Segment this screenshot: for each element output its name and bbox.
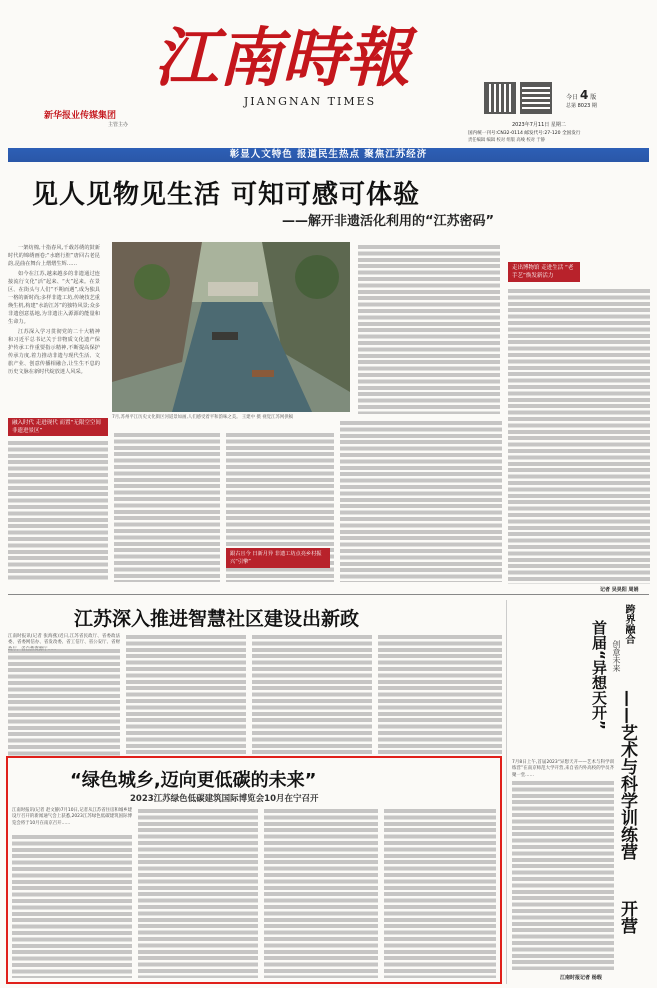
article3-body-2: [138, 808, 258, 978]
title-calligraphy-art: [148, 18, 466, 96]
slogan-text: 彰显人文特色 报道民生热点 聚焦江苏经济: [229, 149, 428, 160]
lead-headline: 见人见物见生活 可知可感可体验: [32, 180, 421, 210]
article2-lead: 江南时报讯(记者 张海燕)近日,江苏省民政厅、省委政法委、省委网信办、省发改委、省工信厅、省公安厅、省财: [8, 634, 120, 646]
issue-total: 总第 8023 期: [566, 103, 597, 109]
page-count: 4: [579, 88, 589, 102]
qr-code-left: [484, 82, 516, 114]
article4-headline-2: ——艺术与科学训练营: [617, 690, 637, 860]
article2-body-3: [252, 634, 372, 758]
canal-photo: [112, 242, 350, 412]
lead-col-2-lower: [114, 432, 220, 582]
article2-body-4: [378, 634, 502, 758]
article2-headline: 江苏深入推进智慧社区建设出新政: [74, 608, 360, 630]
sponsor-label: 主管主办: [108, 122, 129, 128]
right-subhead: 走出博物馆 走进生活 “老手艺”焕发新活力: [512, 265, 574, 279]
sub3-label: 跟古且今 日新月异 非遗工坊点亮乡村振兴“引擎”: [230, 551, 322, 565]
lead-photo-caption: 7月,苏州平江历史文化街区河道景如画,人们感受着平和韵味之美。 王建中 摄 视觉江苏网供稿: [112, 415, 294, 420]
lead-col-4-lower: [340, 420, 502, 582]
svg-text:江南時報: 江南時報: [154, 21, 410, 96]
lead-para-2: 如今在江苏,越来越多的非遗通过连接流行文化“活”起来、“火”起来。在景区、在街头与人们“不期而遇”,成为独具一格的新时尚;多样非遗工坊,传统技艺重焕生机,构建“水韵江苏”的独特风景;众多非遗创意基地,为非遗注入源源的能量和生命力。: [8, 271, 100, 325]
article4-byline: 江南时报记者 杨瑕: [560, 975, 602, 981]
masthead: [0, 0, 657, 160]
article4-headline-3: 开营: [617, 900, 637, 934]
sub3-box: [226, 548, 330, 568]
article3-body-3: [264, 808, 378, 978]
article4-lead: 7月8日上午,首届2023“异想天开——艺术与科学训练营”在南京师范大学开营,来自省内外高校的学员齐聚一堂……: [512, 760, 614, 778]
divider-lead: [8, 594, 649, 595]
page-unit: 版: [590, 94, 597, 101]
article3-body-4: [384, 808, 496, 978]
article4-headline-1: 首届“异想天开”: [590, 620, 608, 730]
issue-date: 2023年7月11日 星期二: [512, 122, 566, 128]
article3-headline: “绿色城乡,迈向更低碳的未来”: [70, 770, 317, 791]
sub1-box: [8, 418, 108, 436]
cn-number: 国内统一刊号:CN32-0114 邮发代号:27-120 全国发行: [468, 131, 581, 136]
publisher-logo: [44, 108, 116, 121]
article4-kicker-1: 跨界融合: [623, 604, 634, 644]
issue-info: [566, 88, 652, 109]
article3-subhead: 2023江苏绿色低碳建筑国际博览会10月在宁召开: [130, 794, 319, 804]
article2-body: [8, 648, 120, 758]
masthead-title: [148, 18, 466, 96]
today-label: 今日: [566, 94, 579, 101]
right-subhead-box: [508, 262, 580, 282]
article4-kicker-2: 创意未来: [612, 640, 621, 672]
editors-line: 责任编辑 编辑 校对 组版 高峻 校对 于静: [468, 138, 545, 143]
divider-right: [506, 600, 507, 984]
masthead-title-en: JIANGNAN TIMES: [243, 95, 377, 108]
sub1-label: 融入时代 走进现代 而置“无限空空间非遗进景区”: [12, 420, 101, 434]
slogan-bar: [8, 148, 649, 162]
lead-para-3: 江苏深入学习贯彻党的二十大精神和习近平总书记关于非物质文化遗产保护传承工作重要指示精神,不断提高保护传承力度,着力推动非遗与现代生活、文旅产业、创意传播相融合,让生生不息的历史文脉在新时代绽放迷人风采。: [8, 329, 100, 375]
lead-photo: [112, 242, 350, 412]
article4-body: [512, 780, 614, 970]
lead-col-right: [508, 288, 650, 584]
article3-lead: 江南时报讯(记者 赵文静)7月10日,记者从江苏省住房和城乡建设厅召开的新闻通气会上获悉,2023江苏绿色低碳建筑国际博览会将于10月在南京召开……: [12, 808, 132, 826]
article3-body-1: [12, 834, 132, 978]
lead-subhead: ——解开非遗活化利用的“江苏密码”: [282, 214, 495, 229]
article2-body-2: [126, 634, 246, 758]
qr-code-right: [520, 82, 552, 114]
lead-intro: [8, 244, 100, 410]
lead-byline: 记者 吴昊阳 周娟: [600, 587, 639, 593]
lead-col-middle: [358, 244, 500, 414]
lead-para-1: 一架纺棉,十指春风,千载苏绣的鼓新时代的锦绣画卷;“水磨行腔”唐回古老昆韵,昆曲在舞台上熠熠生辉……: [8, 245, 100, 267]
publisher-name: 新华报业传媒集团: [44, 111, 117, 121]
lead-col-left-lower: [8, 440, 108, 582]
